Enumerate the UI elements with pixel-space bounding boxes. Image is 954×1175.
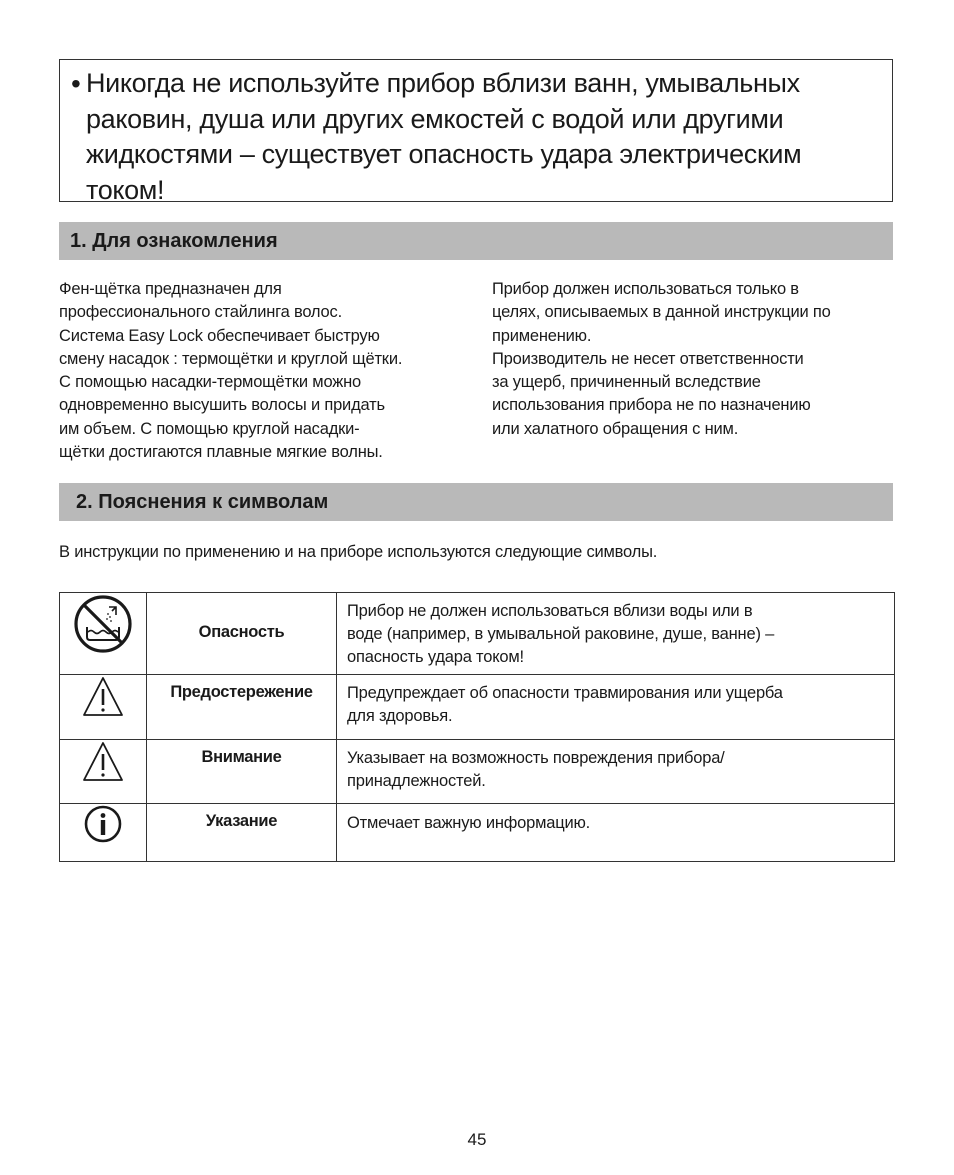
section-title: 2. Пояснения к символам (76, 491, 329, 513)
text-line: Предупреждает об опасности травмирования или ущерба (347, 684, 783, 702)
info-circle-icon (83, 804, 123, 844)
section-title: 1. Для ознакомления (70, 230, 278, 252)
table-row (60, 740, 895, 804)
text-line: Прибор не должен использоваться вблизи воды или в (347, 602, 753, 620)
no-water-bath-icon (72, 593, 134, 655)
text-line: им объем. С помощью круглой насадки- (59, 419, 360, 438)
symbol-name: Предостережение (170, 683, 313, 701)
symbol-name: Опасность (198, 623, 285, 641)
text-line: Фен-щётка предназначен для (59, 280, 282, 298)
text-line: одновременно высушить волосы и придать (59, 396, 385, 415)
text-line: профессионального стайлинга волос. (59, 303, 342, 322)
intro-column-left (59, 278, 469, 464)
text-line: за ущерб, причиненный вследствие (492, 373, 761, 392)
text-line: или халатного обращения с ним. (492, 419, 739, 438)
text-line: использования прибора не по назначению (492, 396, 811, 415)
symbols-intro-text: В инструкции по применению и на приборе используются следующие символы. (59, 543, 658, 561)
symbol-description (337, 804, 894, 835)
table-row (60, 804, 895, 862)
symbol-description (337, 593, 894, 669)
symbol-name: Указание (205, 812, 278, 830)
text-line: С помощью насадки-термощётки можно (59, 373, 361, 392)
page-number: 45 (467, 1130, 487, 1149)
warning-triangle-icon (81, 740, 125, 784)
symbol-name: Внимание (201, 748, 282, 766)
symbol-description (337, 675, 894, 728)
table-row (60, 675, 895, 740)
safety-warning-text: Никогда не используйте прибор вблизи ванн, умывальных раковин, душа или других емкостей с водой или другими жидкостями – существует опасность удара электрическим током! (86, 68, 802, 205)
text-line: Производитель не несет ответственности (492, 349, 804, 368)
text-line: для здоровья. (347, 707, 453, 725)
text-line: воде (например, в умывальной раковине, душе, ванне) – (347, 625, 775, 643)
section-header-intro (59, 222, 893, 260)
symbol-description (337, 740, 894, 793)
text-line: Прибор должен использоваться только в (492, 280, 799, 298)
text-line: целях, описываемых в данной инструкции по (492, 303, 831, 322)
text-line: применению. (492, 326, 592, 345)
text-line: щётки достигаются плавные мягкие волны. (59, 443, 383, 462)
text-line: смену насадок : термощётки и круглой щётки. (59, 349, 403, 368)
intro-column-right (492, 278, 902, 441)
bullet: • (71, 68, 81, 99)
text-line: Система Easy Lock обеспечивает быструю (59, 326, 380, 345)
text-line: Указывает на возможность повреждения прибора/ (347, 749, 725, 767)
text-line: опасность удара током! (347, 648, 524, 666)
table-row (60, 593, 895, 675)
safety-warning-box (59, 59, 893, 205)
symbols-table (59, 592, 895, 862)
text-line: принадлежностей. (347, 772, 486, 790)
text-line: Отмечает важную информацию. (347, 814, 591, 832)
warning-triangle-icon (81, 675, 125, 719)
section-header-symbols (59, 483, 893, 521)
